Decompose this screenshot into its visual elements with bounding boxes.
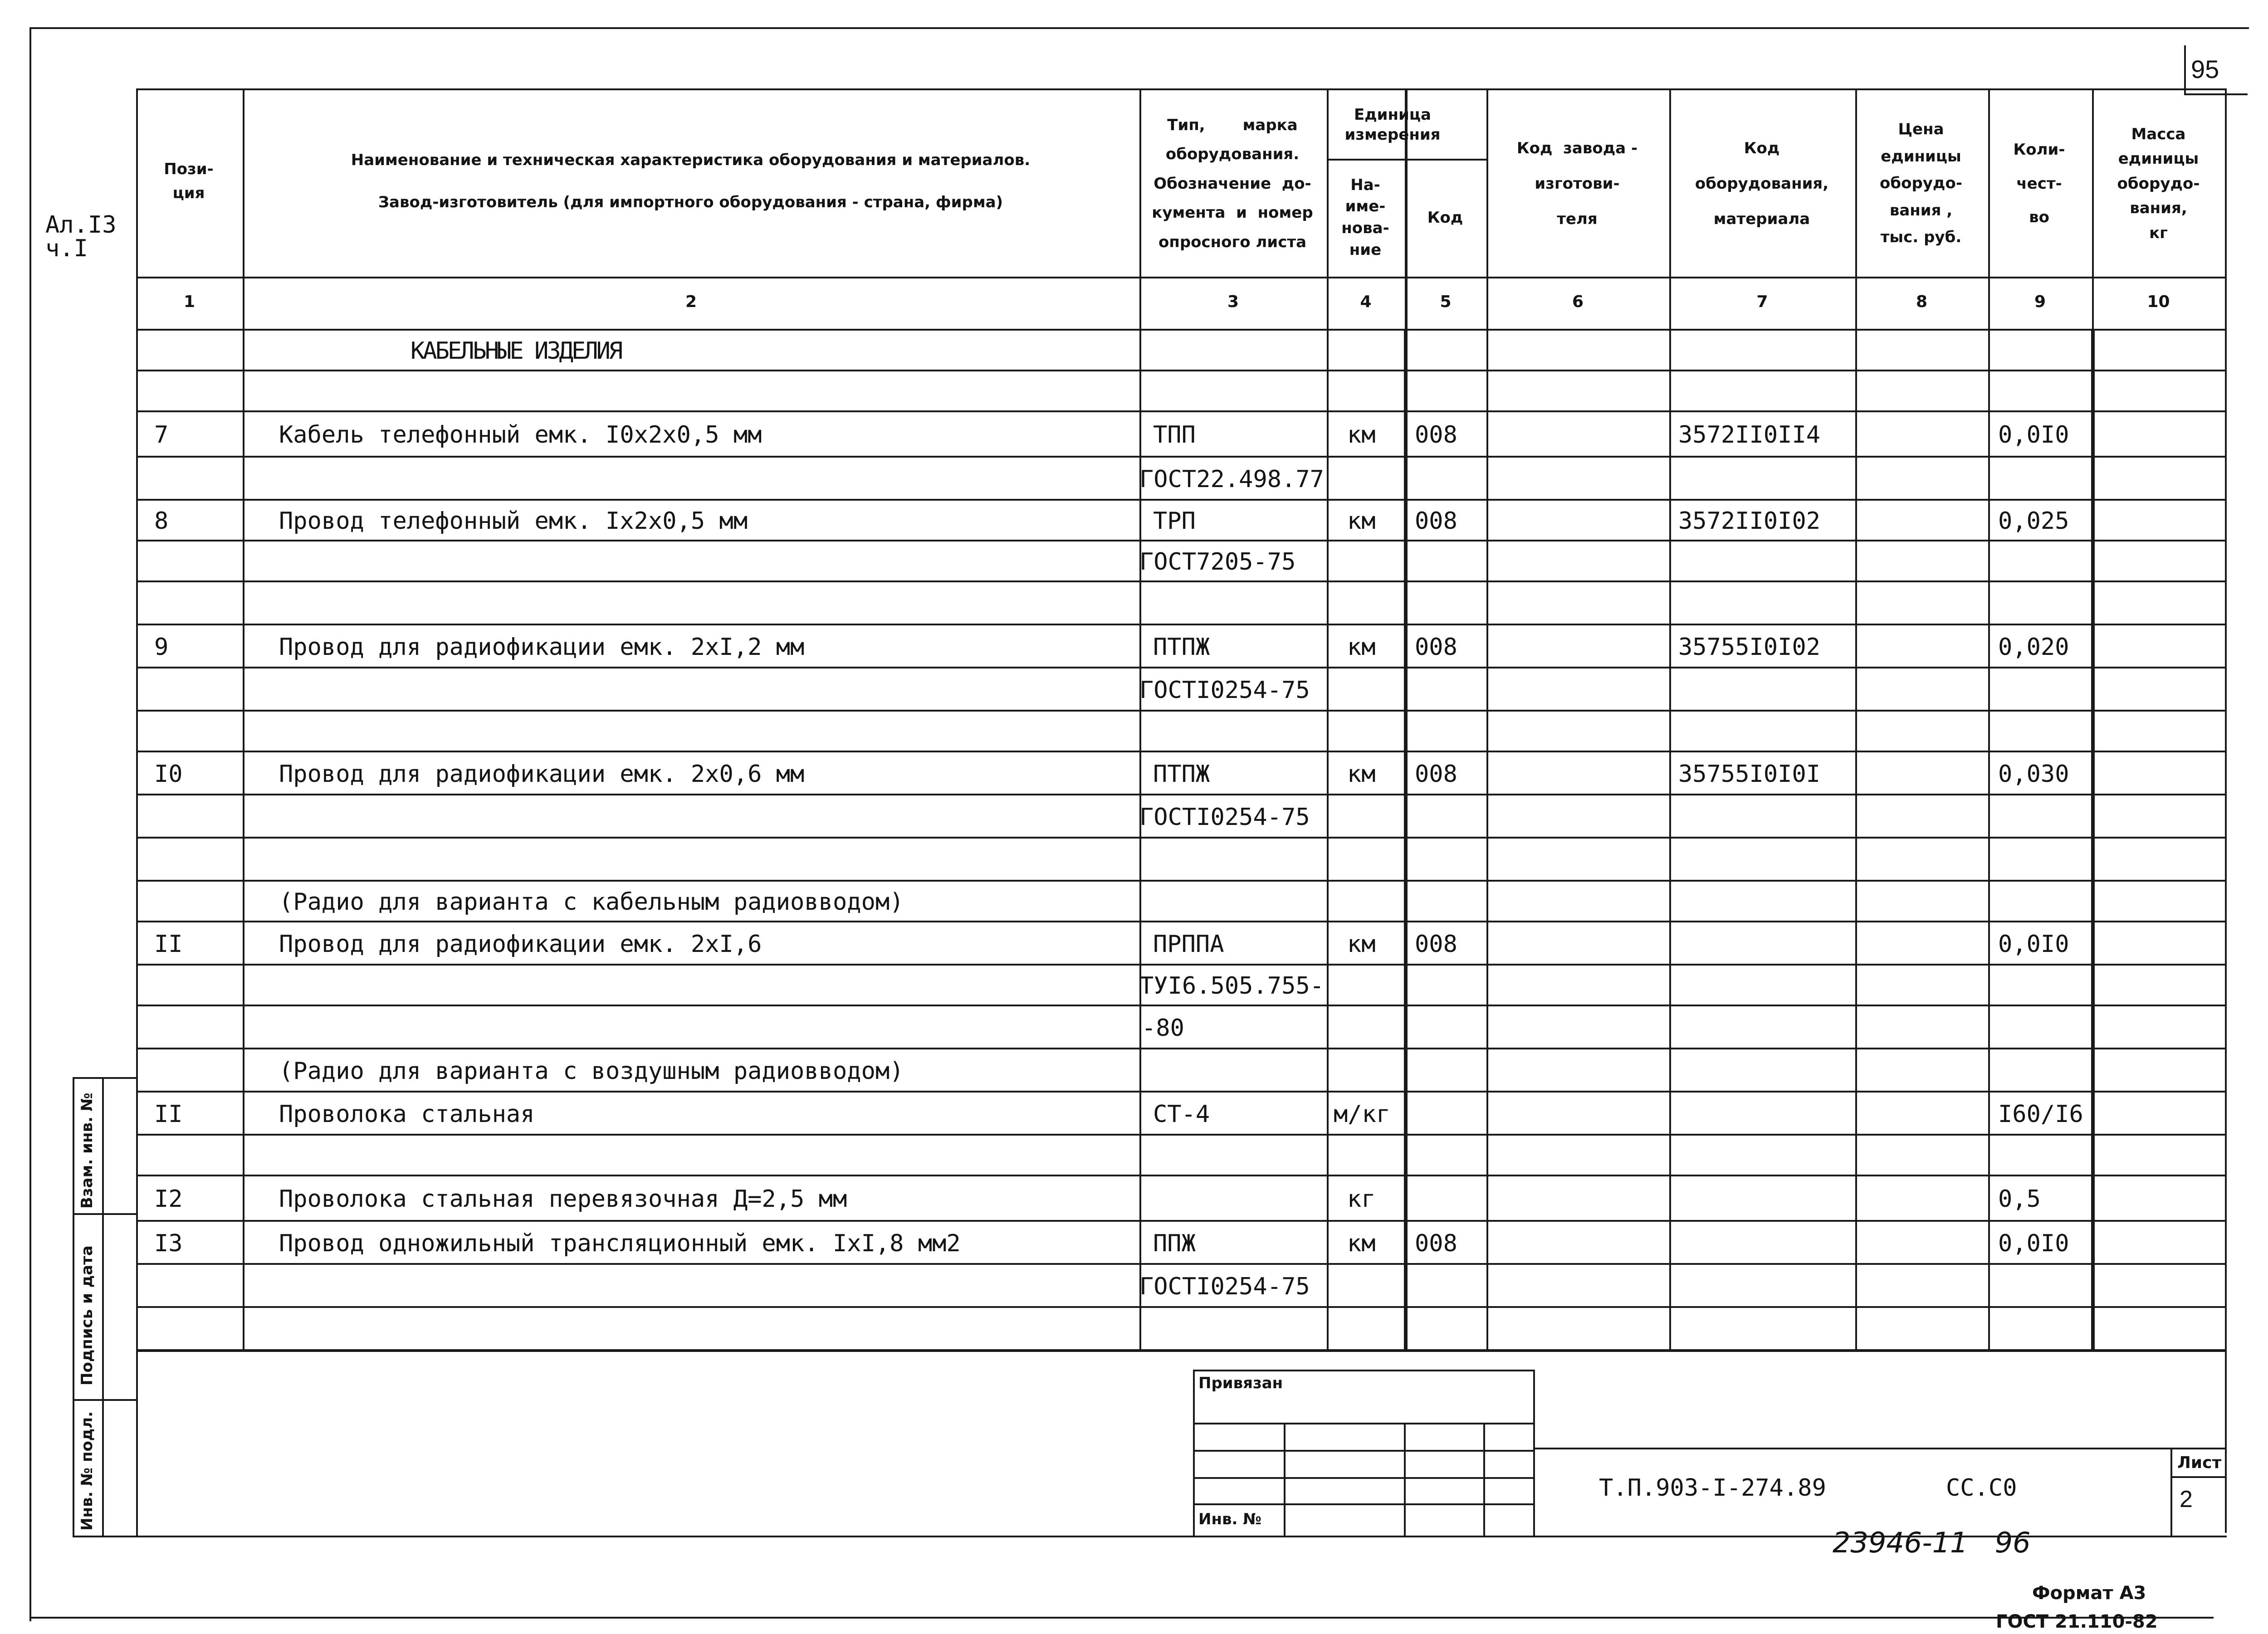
row-line [136,1220,2225,1222]
side-vzam-inv: Взам. инв. № [78,1093,96,1209]
header-price: Цена единицы оборудо- вания , тыс. руб. [1880,120,1962,247]
column-number-4: 4 [1360,293,1372,311]
cell-type: ТУI6.505.755- [1139,972,1324,1000]
row-line [136,624,2225,625]
cell-quantity: I60/I6 [1998,1101,2083,1128]
cell-position: I0 [154,761,183,788]
document-code: Т.П.903-I-274.89 [1599,1474,1826,1502]
cell-name: Провод для радиофикации емк. 2хI,6 [279,931,762,958]
column-number-1: 1 [183,293,196,311]
cell-name: Провод для радиофикации емк. 2хI,2 мм [279,634,805,661]
list-label: Лист [2177,1454,2222,1472]
cell-position: I3 [154,1230,183,1257]
row-line [136,1263,2225,1265]
margin-label-line2: ч.I [45,235,88,262]
cell-quantity: 0,5 [1998,1185,2041,1213]
row-line [136,540,2225,541]
cell-unit: км [1347,761,1376,788]
cell-name: Провод для радиофикации емк. 2х0,6 мм [279,761,805,788]
privyazan-label: Привязан [1198,1374,1283,1392]
cell-type: -80 [1142,1015,1184,1042]
title-block-line [1193,1370,1195,1537]
header-quantity: Коли- чест- во [2013,140,2065,227]
header-equipment-code: Код оборудования, материала [1695,139,1829,229]
sheet-code: СС.С0 [1946,1474,2017,1502]
cell-equipment-code: 3572II0I02 [1678,507,1821,535]
margin-label [45,213,117,260]
cell-equipment-code: 35755I0I0I [1678,761,1821,788]
cell-name: Провод телефонный емк. Iх2х0,5 мм [279,507,748,535]
cell-position: II [154,931,183,958]
bold-line [2091,329,2095,1349]
frame-top [136,88,2225,90]
cell-unit-code: 008 [1415,1230,1457,1257]
cell-type: ПТПЖ [1153,634,1210,661]
table-bottom-line [136,1349,2225,1352]
row-line [136,921,2225,922]
cell-unit: км [1347,634,1376,661]
cell-type: ТПП [1153,421,1196,449]
cell-quantity: 0,0I0 [1998,1230,2069,1257]
title-block-line [2170,1448,2172,1537]
header-type: Тип, марка оборудования. Обозначение до- кумента и номер опросного листа [1152,116,1313,251]
gost-label-text: ГОСТ 21.110-82 [1996,1611,2158,1632]
header-name-line1: Наименование и техническая характеристика оборудования и материалов. [351,151,1031,170]
cell-type: ПРППА [1153,931,1224,958]
column-number-3: 3 [1227,293,1239,311]
title-block-line [1533,1448,2225,1449]
column-number-7: 7 [1756,293,1768,311]
cell-unit-code: 008 [1415,507,1457,535]
cell-name: (Радио для варианта с кабельным радиовводом) [279,888,904,916]
column-numbers-bottom-line [136,329,2225,331]
title-block-line [1193,1450,1533,1452]
row-line [136,1048,2225,1049]
cell-quantity: 0,030 [1998,761,2069,788]
cell-position: 7 [154,421,169,449]
row-line [136,580,2225,582]
cell-unit-code: 008 [1415,931,1457,958]
cell-unit: км [1347,931,1376,958]
cell-type: СТ-4 [1153,1101,1210,1128]
cell-quantity: 0,025 [1998,507,2069,535]
cell-unit-code: 008 [1415,421,1457,449]
row-line [136,667,2225,668]
column-number-5: 5 [1440,293,1452,311]
cell-type: ГОСТ7205-75 [1139,548,1296,576]
cell-unit-code: 008 [1415,761,1457,788]
cell-type: ТРП [1153,507,1196,535]
row-line [136,794,2225,795]
header-unit-name: На- име- нова- ние [1341,176,1389,259]
cell-name: (Радио для варианта с воздушным радиовводом) [279,1058,904,1085]
cell-unit: км [1347,507,1376,535]
row-line [136,1306,2225,1308]
row-line [136,1134,2225,1136]
title-block-line [1193,1423,1533,1424]
cell-quantity: 0,020 [1998,634,2069,661]
cell-position: 8 [154,507,169,535]
row-line [136,1005,2225,1006]
row-line [136,880,2225,882]
frame-right [2225,88,2227,1533]
side-podpis-data: Подпись и дата [78,1245,96,1385]
header-unit-code: Код [1427,208,1463,227]
page-number: 95 [2191,55,2219,83]
cell-quantity: 0,0I0 [1998,421,2069,449]
row-line [136,837,2225,839]
title-block-line [1284,1423,1286,1536]
cell-unit: км [1347,421,1376,449]
title-block-line [1483,1423,1485,1536]
header-mass: Масса единицы оборудо- вания, кг [2117,125,2200,242]
cell-type: ПТПЖ [1153,761,1210,788]
cell-name: КАБЕЛЬНЫЕ ИЗДЕЛИЯ [411,337,621,365]
cell-unit: км [1347,1230,1376,1257]
cell-name: Провод одножильный трансляционный емк. IхI,8 мм2 [279,1230,961,1257]
row-line [136,710,2225,712]
cell-equipment-code: 35755I0I02 [1678,634,1821,661]
row-line [136,370,2225,371]
cell-position: II [154,1101,183,1128]
cell-name: Проволока стальная [279,1101,535,1128]
cell-type: ГОСТI0254-75 [1139,804,1310,831]
title-block-line [1193,1477,1533,1479]
header-bottom-line [136,277,2225,278]
row-line [136,964,2225,966]
gost-label [1996,1610,2214,1632]
header-factory-code: Код завода - изготови- теля [1516,139,1638,229]
handwritten-number: 23946-11 96 [1833,1526,2031,1559]
bold-line [1404,329,1408,1349]
title-block-line [1404,1423,1406,1536]
inv-no-label: Инв. № [1198,1510,1262,1528]
list-number: 2 [2180,1486,2193,1512]
column-number-2: 2 [685,293,697,311]
cell-quantity: 0,0I0 [1998,931,2069,958]
row-line [136,1175,2225,1176]
column-number-10: 10 [2147,293,2170,311]
row-line [136,1091,2225,1093]
cell-type: ГОСТ22.498.77 [1139,466,1324,493]
cell-position: 9 [154,634,169,661]
title-block-line [1193,1370,1533,1371]
column-number-6: 6 [1572,293,1584,311]
cell-position: I2 [154,1185,183,1213]
title-block-line [1533,1370,1535,1537]
cell-type: ППЖ [1153,1230,1196,1257]
header-position: Пози- ция [164,160,214,202]
column-number-9: 9 [2034,293,2046,311]
side-inv-podl: Инв. № подл. [78,1411,96,1531]
margin-label-line1: Ал.I3 [45,211,117,239]
cell-name: Кабель телефонный емк. I0х2х0,5 мм [279,421,762,449]
column-number-8: 8 [1916,293,1928,311]
cell-type: ГОСТI0254-75 [1139,1273,1310,1300]
header-name [243,91,1139,272]
header-unit: Единица измерения [1344,105,1441,144]
header-name-line2: Завод-изготовитель (для импортного оборудования - страна, фирма) [378,193,1003,211]
title-block-line [1193,1503,1533,1505]
cell-unit-code: 008 [1415,634,1457,661]
cell-unit: м/кг [1334,1101,1391,1128]
row-line [136,751,2225,752]
format-label: Формат А3 [2032,1583,2146,1604]
title-block-line [2170,1476,2225,1478]
row-line [136,499,2225,501]
cell-name: Проволока стальная перевязочная Д=2,5 мм [279,1185,847,1213]
cell-unit: кг [1347,1185,1376,1213]
cell-type: ГОСТI0254-75 [1139,677,1310,704]
row-line [136,456,2225,458]
cell-equipment-code: 3572II0II4 [1678,421,1821,449]
row-line [136,410,2225,412]
